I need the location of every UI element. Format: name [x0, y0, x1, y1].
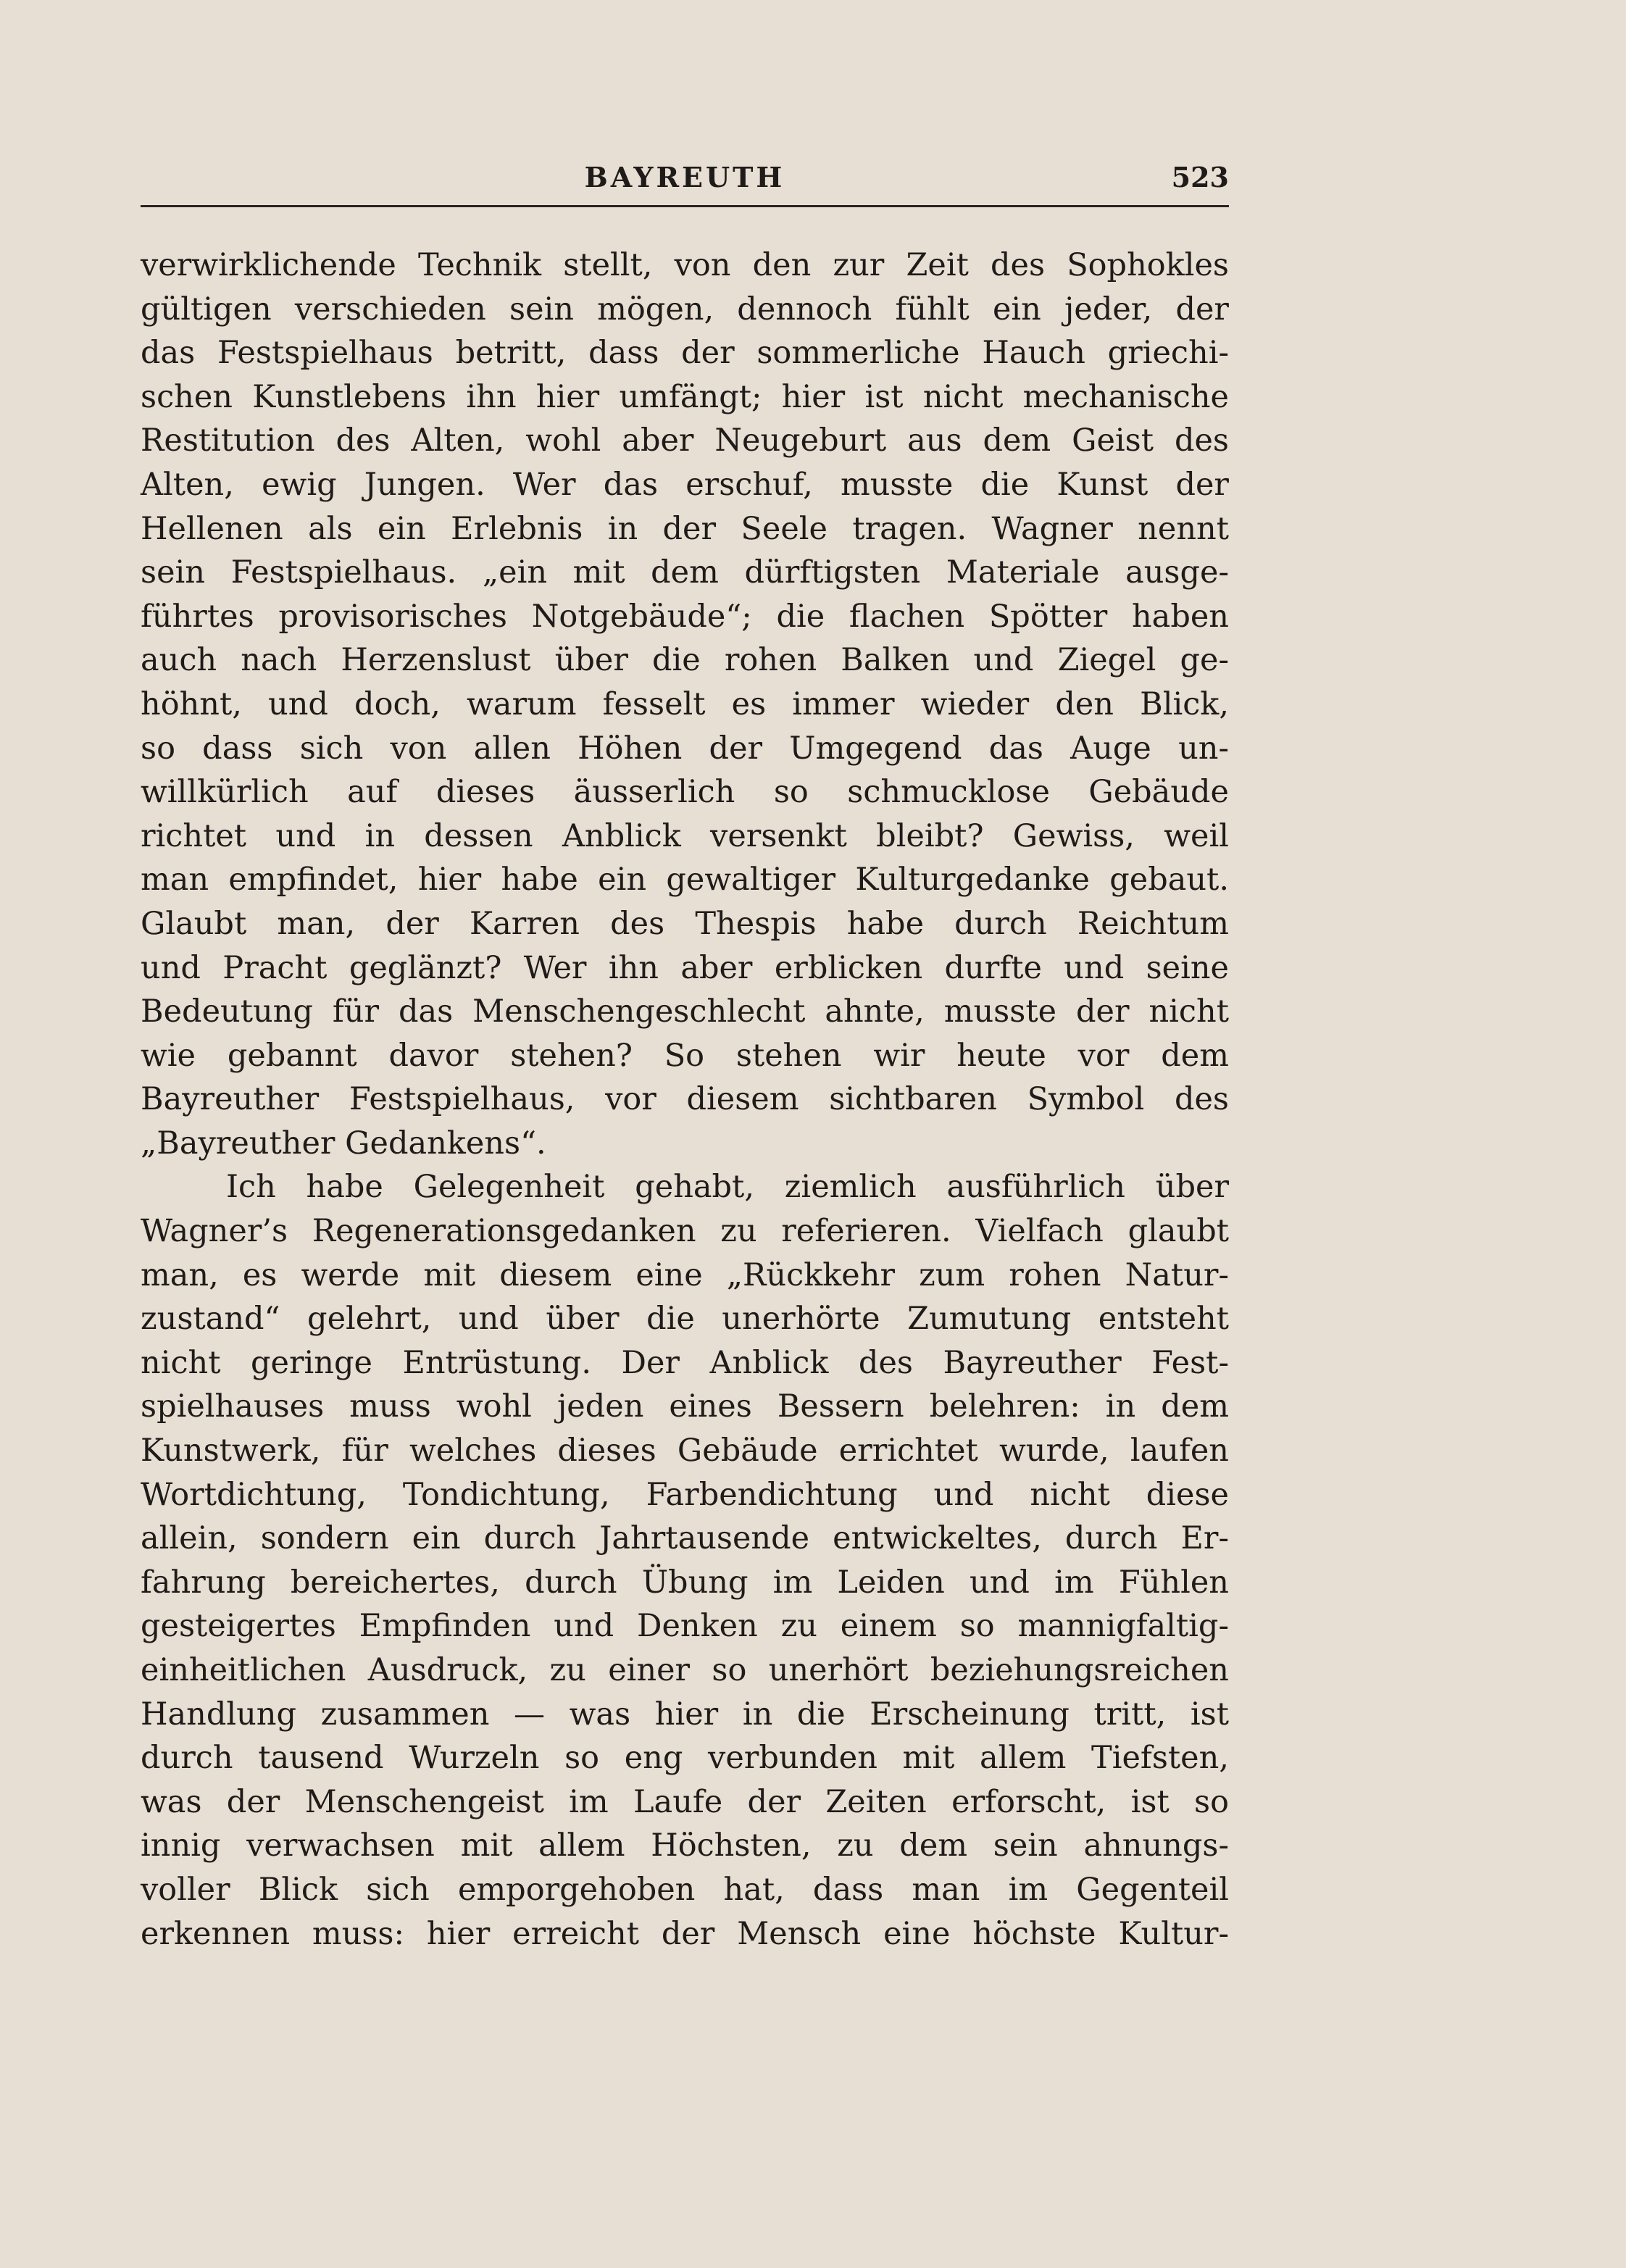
text-line: Wagner’s Regenerationsgedanken zu referieren. Vielfach glaubt: [141, 1213, 1229, 1250]
page-number: 523: [1171, 161, 1229, 193]
text-line: führtes provisorisches Notgebäude“; die flachen Spötter haben: [141, 598, 1229, 635]
running-title: BAYREUTH: [584, 161, 785, 193]
text-line: man, es werde mit diesem eine „Rückkehr zum rohen Natur-: [141, 1256, 1229, 1293]
text-line: und Pracht geglänzt? Wer ihn aber erblicken durfte und seine: [141, 949, 1229, 986]
paragraph-end-line: „Bayreuther Gedankens“.: [141, 1125, 546, 1162]
text-line: wie gebannt davor stehen? So stehen wir heute vor dem: [141, 1037, 1229, 1074]
text-line: erkennen muss: hier erreicht der Mensch eine höchste Kultur-: [141, 1915, 1229, 1952]
paragraph-start-line: Ich habe Gelegenheit gehabt, ziemlich ausführlich über: [226, 1169, 1229, 1206]
text-line: schen Kunstlebens ihn hier umfängt; hier ist nicht mechanische: [141, 378, 1229, 415]
text-line: willkürlich auf dieses äusserlich so schmucklose Gebäude: [141, 774, 1229, 811]
text-line: zustand“ gelehrt, und über die unerhörte Zumutung entsteht: [141, 1301, 1229, 1338]
page-header: [141, 158, 1229, 201]
text-line: verwirklichende Technik stellt, von den zur Zeit des Sophokles: [141, 247, 1229, 283]
text-line: höhnt, und doch, warum fesselt es immer wieder den Blick,: [141, 685, 1229, 722]
text-line: voller Blick sich emporgehoben hat, dass man im Gegenteil: [141, 1871, 1229, 1908]
body-text: [141, 243, 1229, 1956]
text-line: allein, sondern ein durch Jahrtausende entwickeltes, durch Er-: [141, 1520, 1229, 1557]
text-line: Restitution des Alten, wohl aber Neugeburt aus dem Geist des: [141, 422, 1229, 459]
text-line: innig verwachsen mit allem Höchsten, zu dem sein ahnungs-: [141, 1827, 1229, 1864]
text-line: Wortdichtung, Tondichtung, Farbendichtung und nicht diese: [141, 1476, 1229, 1513]
text-line: einheitlichen Ausdruck, zu einer so unerhört beziehungsreichen: [141, 1652, 1229, 1688]
text-line: Bayreuther Festspielhaus, vor diesem sichtbaren Symbol des: [141, 1081, 1229, 1118]
text-line: man empfindet, hier habe ein gewaltiger Kulturgedanke gebaut.: [141, 862, 1229, 899]
text-line: gesteigertes Empfinden und Denken zu einem so mannigfaltig-: [141, 1608, 1229, 1645]
text-line: nicht geringe Entrüstung. Der Anblick des Bayreuther Fest-: [141, 1344, 1229, 1381]
text-line: was der Menschengeist im Laufe der Zeiten erforscht, ist so: [141, 1783, 1229, 1820]
header-rule: [141, 205, 1229, 207]
text-line: gültigen verschieden sein mögen, dennoch fühlt ein jeder, der: [141, 291, 1229, 328]
text-line: richtet und in dessen Anblick versenkt bleibt? Gewiss, weil: [141, 817, 1229, 854]
text-line: Handlung zusammen — was hier in die Erscheinung tritt, ist: [141, 1696, 1229, 1733]
text-line: Alten, ewig Jungen. Wer das erschuf, musste die Kunst der: [141, 466, 1229, 503]
text-line: sein Festspielhaus. „ein mit dem dürftigsten Materiale ausge-: [141, 554, 1229, 591]
text-line: Kunstwerk, für welches dieses Gebäude errichtet wurde, laufen: [141, 1433, 1229, 1469]
text-line: Glaubt man, der Karren des Thespis habe durch Reichtum: [141, 905, 1229, 942]
text-line: fahrung bereichertes, durch Übung im Leiden und im Fühlen: [141, 1564, 1229, 1601]
text-line: Hellenen als ein Erlebnis in der Seele tragen. Wagner nennt: [141, 510, 1229, 547]
text-line: auch nach Herzenslust über die rohen Balken und Ziegel ge-: [141, 642, 1229, 679]
text-line: durch tausend Wurzeln so eng verbunden mit allem Tiefsten,: [141, 1740, 1229, 1777]
text-line: so dass sich von allen Höhen der Umgegend das Auge un-: [141, 730, 1229, 767]
text-line: das Festspielhaus betritt, dass der sommerliche Hauch griechi-: [141, 335, 1229, 372]
text-line: Bedeutung für das Menschengeschlecht ahnte, musste der nicht: [141, 993, 1229, 1030]
text-line: spielhauses muss wohl jeden eines Bessern belehren: in dem: [141, 1388, 1229, 1425]
